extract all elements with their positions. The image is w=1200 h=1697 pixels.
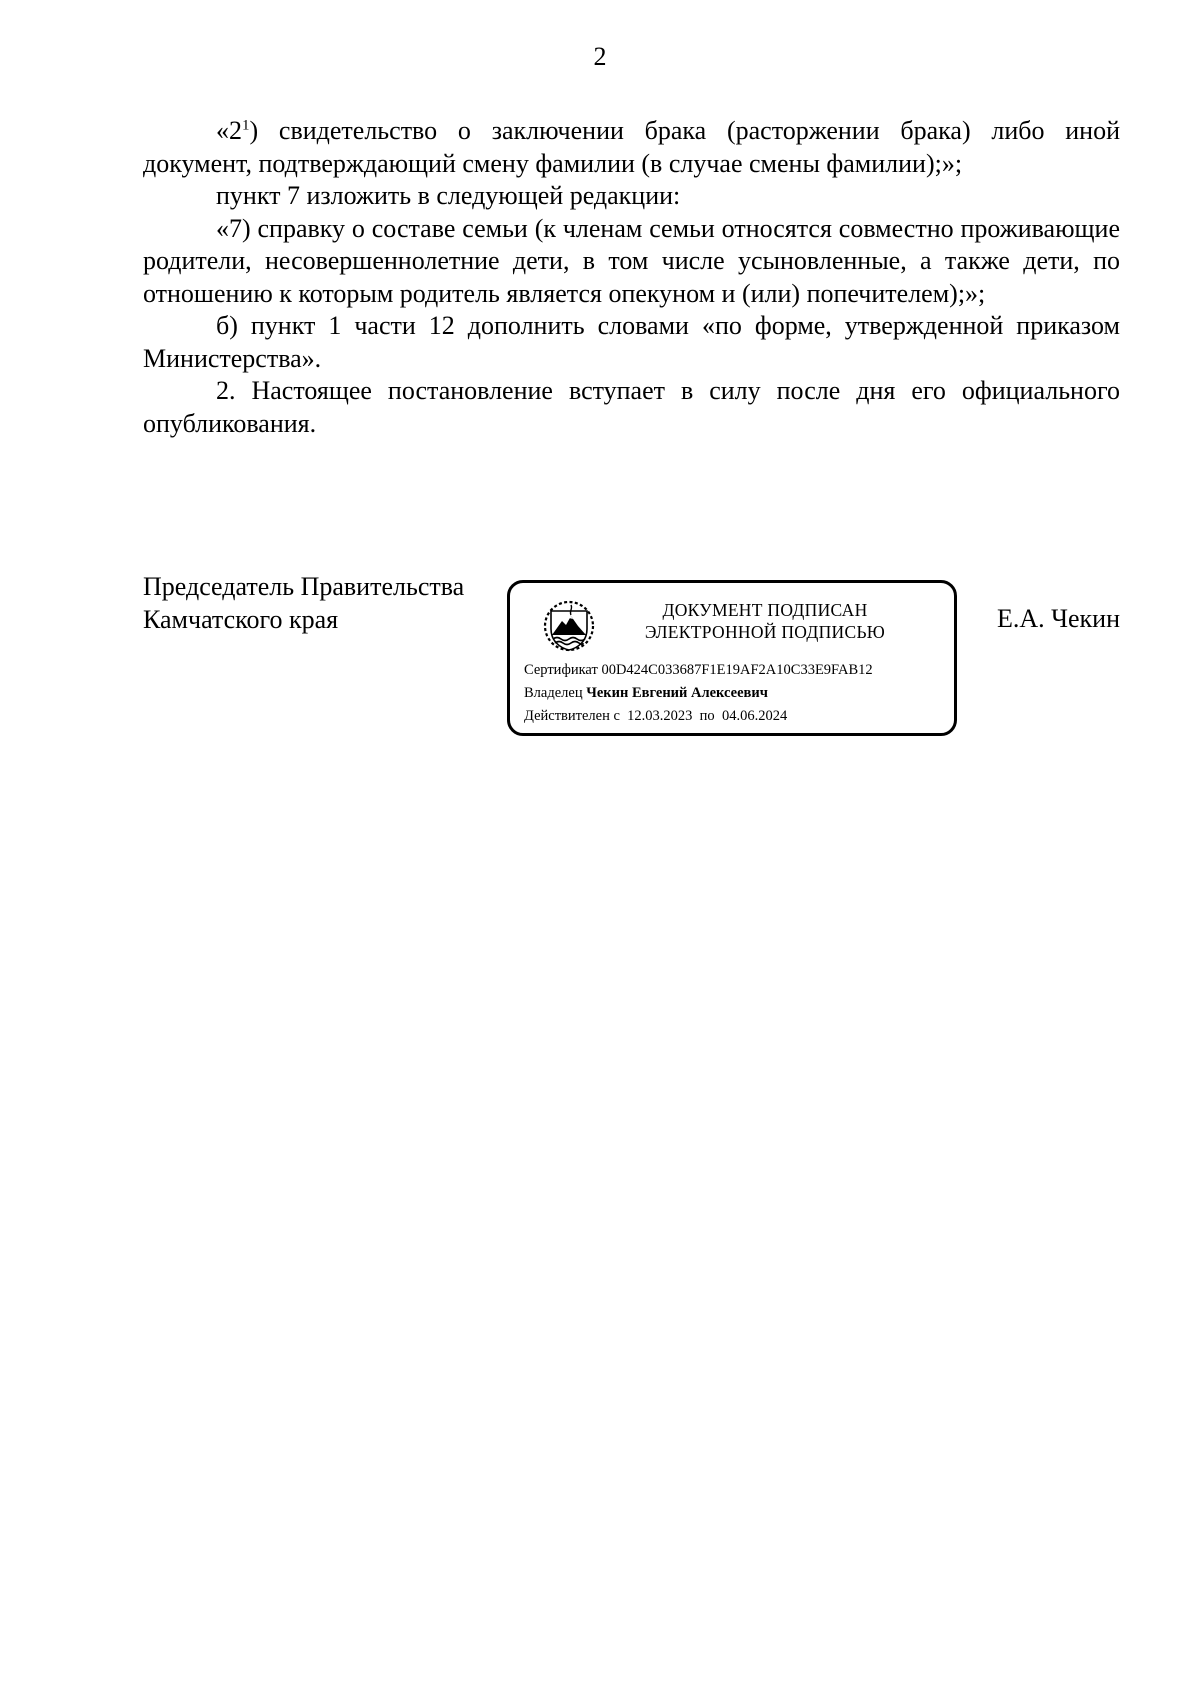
- signer-name: Е.А. Чекин: [996, 604, 1120, 633]
- document-body: [143, 115, 1120, 440]
- stamp-title-line: ЭЛЕКТРОННОЙ ПОДПИСЬЮ: [644, 622, 886, 642]
- owner-label: Владелец: [524, 685, 583, 701]
- certificate-label: Сертификат: [524, 662, 598, 678]
- electronic-signature-stamp: [507, 580, 957, 736]
- certificate-value: 00D424C033687F1E19AF2A10C33E9FAB12: [601, 662, 873, 678]
- paragraph-subitem-b: б) пункт 1 части 12 дополнить словами «по форме, утвержденной приказом Министерства».: [143, 311, 1120, 373]
- item-superscript: 1: [242, 117, 250, 134]
- stamp-title-line: ДОКУМЕНТ ПОДПИСАН: [662, 600, 868, 620]
- valid-from-label: Действителен с: [524, 708, 620, 724]
- stamp-validity: [524, 707, 787, 725]
- item-number: «2: [216, 116, 242, 145]
- page-number: 2: [593, 42, 607, 71]
- valid-from-date: 12.03.2023: [627, 708, 693, 724]
- paragraph-point-7-intro: пункт 7 изложить в следующей редакции:: [216, 181, 681, 210]
- signer-position-line: Камчатского края: [143, 604, 339, 634]
- stamp-certificate: [524, 661, 873, 679]
- stamp-title: [610, 599, 920, 643]
- paragraph-effective-date: 2. Настоящее постановление вступает в силу после дня его официального опубликования.: [143, 376, 1120, 438]
- kamchatka-emblem-icon: [542, 599, 596, 653]
- signer-position-line: Председатель Правительства: [143, 572, 465, 601]
- item-text: ) свидетельство о заключении брака (расторжении брака) либо иной документ, подтверждающий смену фамилии (в случае смены фамилии);»;: [143, 116, 1120, 178]
- paragraph-item-2-1: [143, 115, 1120, 180]
- stamp-owner: [524, 684, 768, 702]
- valid-to-label: по: [699, 708, 715, 724]
- valid-to-date: 04.06.2024: [721, 708, 788, 724]
- signer-position: [143, 571, 503, 636]
- owner-value: Чекин Евгений Алексеевич: [586, 685, 768, 701]
- paragraph-item-7: «7) справку о составе семьи (к членам семьи относятся совместно проживающие родители, несовершеннолетние дети, в том числе усыновленные, а также дети, по отношению к которым родитель является опекуном и (или) попечителем);»;: [143, 213, 1120, 308]
